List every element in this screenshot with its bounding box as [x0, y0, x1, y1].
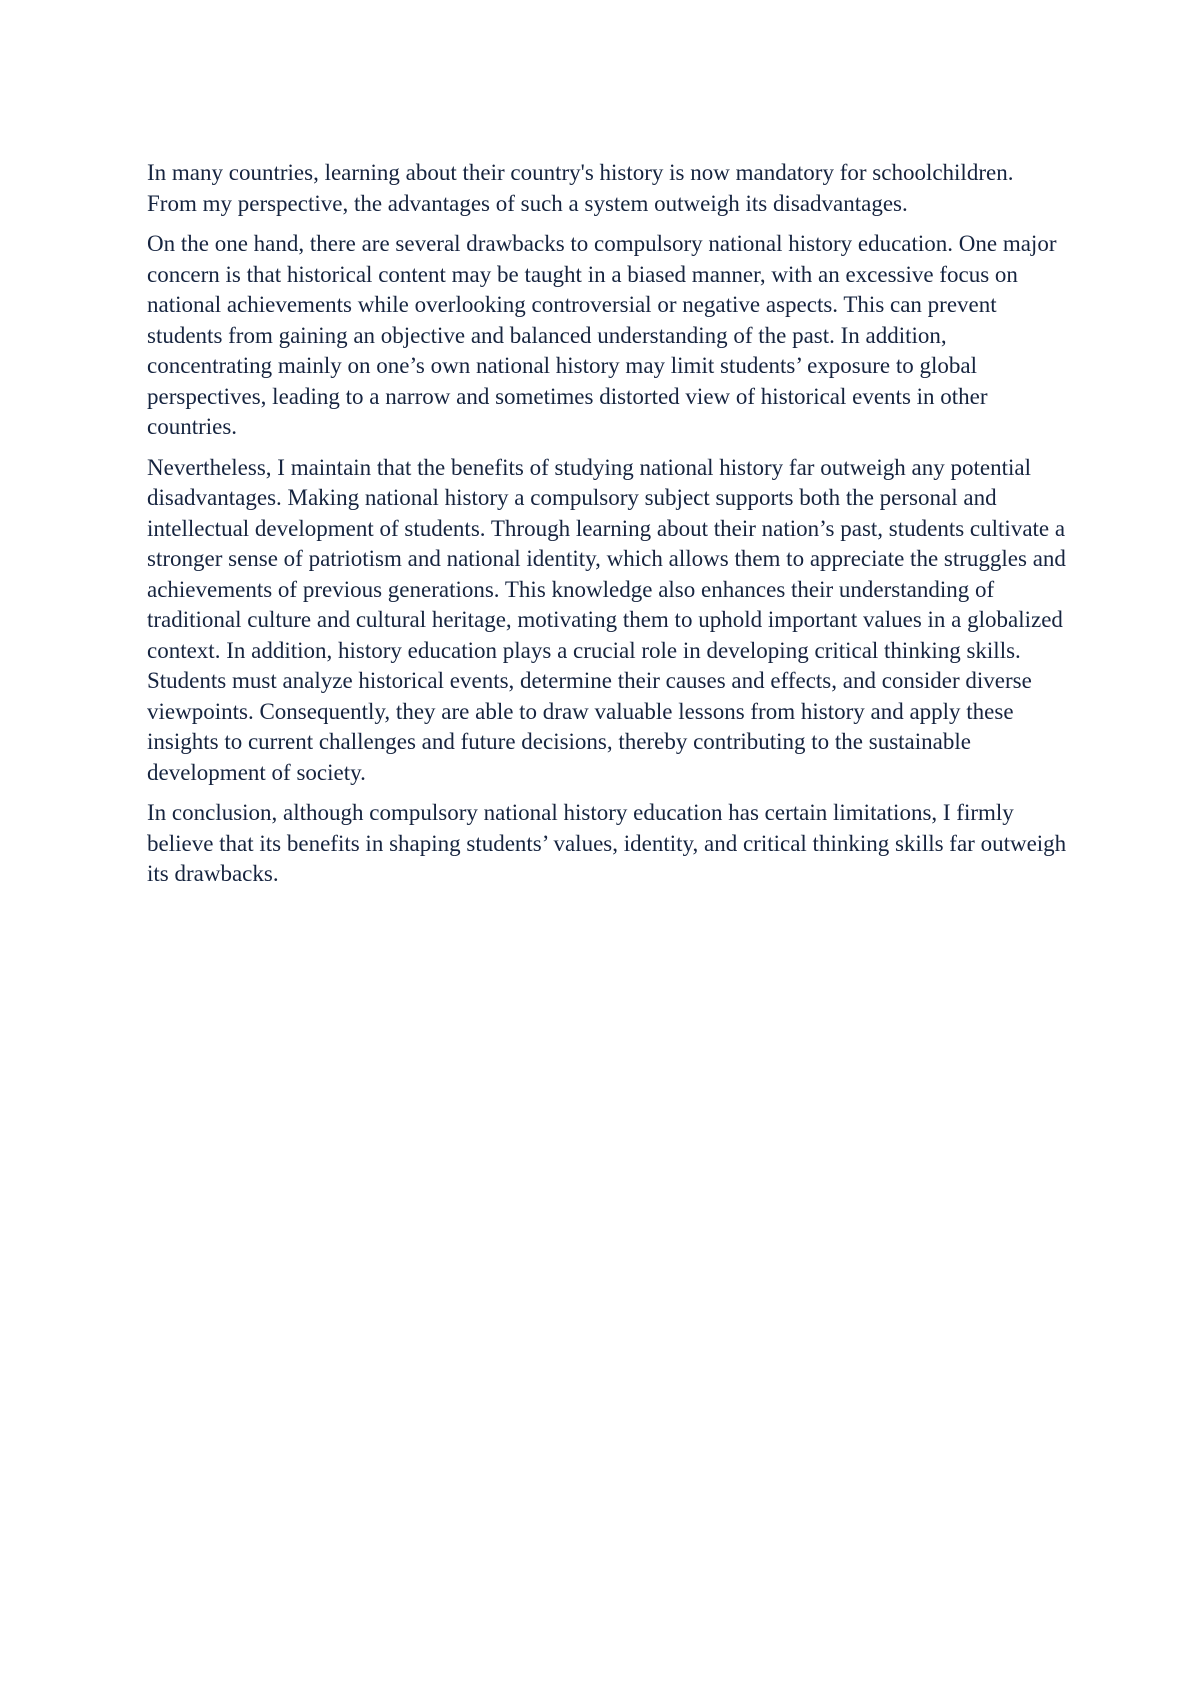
paragraph-benefits: Nevertheless, I maintain that the benefits of studying national history far outweigh any potential disadvantages. Making national history a compulsory subject supports both the personal and intellectual development of students. Through learning about their nation’s past, students cultivate a stronger sense of patriotism and national identity, which allows them to appreciate the struggles and achievements of previous generations. This knowledge also enhances their understanding of traditional culture and cultural heritage, motivating them to uphold important values in a globalized context. In addition, history education plays a crucial role in developing critical thinking skills. Students must analyze historical events, determine their causes and effects, and consider diverse viewpoints. Consequently, they are able to draw valuable lessons from history and apply these insights to current challenges and future decisions, thereby contributing to the sustainable development of society.	[147, 454, 1066, 785]
paragraph-drawbacks: On the one hand, there are several drawbacks to compulsory national history education. One major concern is that historical content may be taught in a biased manner, with an excessive focus on national achievements while overlooking controversial or negative aspects. This can prevent students from gaining an objective and balanced understanding of the past. In addition, concentrating mainly on one’s own national history may limit students’ exposure to global perspectives, leading to a narrow and sometimes distorted view of historical events in other countries.	[147, 231, 1057, 439]
essay-body	[147, 158, 1067, 900]
paragraph-introduction: In many countries, learning about their country's history is now mandatory for schoolchildren. From my perspective, the advantages of such a system outweigh its disadvantages.	[147, 160, 1014, 216]
paragraph-conclusion: In conclusion, although compulsory national history education has certain limitations, I firmly believe that its benefits in shaping students’ values, identity, and critical thinking skills far outweigh its drawbacks.	[147, 800, 1067, 886]
